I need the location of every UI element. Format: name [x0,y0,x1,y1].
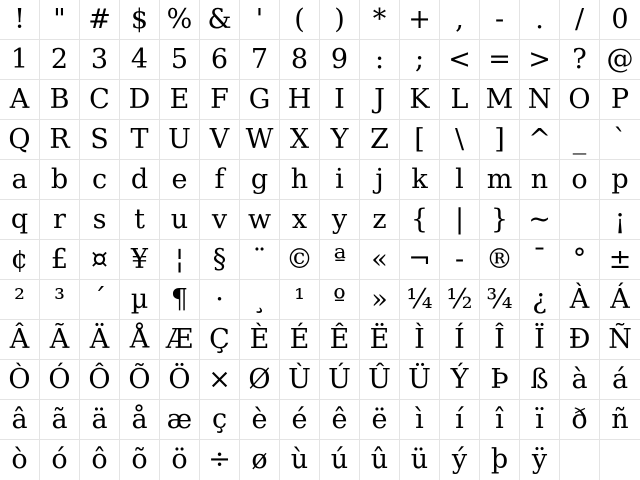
glyph-cell[interactable]: 3 [80,40,120,80]
glyph-cell[interactable]: l [440,160,480,200]
glyph-cell[interactable]: ® [480,240,520,280]
glyph-cell[interactable]: r [40,200,80,240]
glyph-cell[interactable]: ª [320,240,360,280]
glyph-cell[interactable]: : [360,40,400,80]
glyph-cell[interactable]: \ [440,120,480,160]
glyph-cell[interactable]: ù [280,440,320,480]
glyph-cell[interactable]: ¤ [80,240,120,280]
glyph-cell[interactable]: Í [440,320,480,360]
glyph-cell[interactable]: x [280,200,320,240]
glyph-cell[interactable]: E [160,80,200,120]
glyph-cell[interactable]: H [280,80,320,120]
glyph-cell[interactable]: @ [600,40,640,80]
glyph-cell[interactable]: Ò [0,360,40,400]
glyph-cell[interactable]: ì [400,400,440,440]
glyph-cell[interactable]: × [200,360,240,400]
glyph-cell[interactable]: à [560,360,600,400]
glyph-cell[interactable]: j [360,160,400,200]
glyph-cell[interactable]: & [200,0,240,40]
glyph-cell[interactable]: A [0,80,40,120]
glyph-cell[interactable]: Æ [160,320,200,360]
glyph-cell[interactable]: « [360,240,400,280]
glyph-cell[interactable]: · [200,280,240,320]
glyph-cell[interactable]: n [520,160,560,200]
glyph-cell[interactable]: ¯ [520,240,560,280]
glyph-cell[interactable]: î [480,400,520,440]
glyph-cell[interactable]: ß [520,360,560,400]
glyph-cell[interactable]: ¨ [240,240,280,280]
glyph-cell[interactable]: õ [120,440,160,480]
glyph-cell[interactable]: Å [120,320,160,360]
glyph-cell[interactable]: 7 [240,40,280,80]
glyph-cell[interactable]: Ú [320,360,360,400]
glyph-cell[interactable]: Ù [280,360,320,400]
glyph-cell[interactable]: { [400,200,440,240]
glyph-cell[interactable]: ¥ [120,240,160,280]
glyph-cell[interactable]: ¢ [0,240,40,280]
glyph-cell[interactable]: ¡ [600,200,640,240]
glyph-cell[interactable]: é [280,400,320,440]
glyph-cell[interactable]: V [200,120,240,160]
glyph-cell[interactable]: ð [560,400,600,440]
glyph-cell[interactable]: a [0,160,40,200]
glyph-cell[interactable]: Ê [320,320,360,360]
glyph-cell[interactable]: Z [360,120,400,160]
glyph-cell[interactable]: W [240,120,280,160]
glyph-cell[interactable]: 6 [200,40,240,80]
glyph-cell[interactable]: F [200,80,240,120]
glyph-cell[interactable]: ü [400,440,440,480]
glyph-cell[interactable]: Ã [40,320,80,360]
glyph-cell[interactable]: % [160,0,200,40]
glyph-cell[interactable]: ¹ [280,280,320,320]
glyph-cell[interactable]: ã [40,400,80,440]
glyph-cell[interactable]: Ø [240,360,280,400]
glyph-cell[interactable]: 9 [320,40,360,80]
glyph-cell[interactable]: ¶ [160,280,200,320]
glyph-cell[interactable]: â [0,400,40,440]
glyph-cell[interactable]: Ç [200,320,240,360]
glyph-cell[interactable]: 4 [120,40,160,80]
glyph-cell[interactable]: J [360,80,400,120]
glyph-cell[interactable]: ¬ [400,240,440,280]
glyph-cell[interactable]: R [40,120,80,160]
glyph-cell[interactable]: ^ [520,120,560,160]
glyph-cell[interactable]: Û [360,360,400,400]
glyph-cell[interactable]: ÷ [200,440,240,480]
glyph-cell[interactable]: » [360,280,400,320]
glyph-cell[interactable]: ! [0,0,40,40]
glyph-cell[interactable]: ³ [40,280,80,320]
glyph-cell[interactable]: h [280,160,320,200]
glyph-cell[interactable]: k [400,160,440,200]
glyph-cell[interactable]: - [480,0,520,40]
glyph-cell[interactable]: Ö [160,360,200,400]
glyph-cell[interactable]: À [560,280,600,320]
glyph-cell[interactable]: ç [200,400,240,440]
glyph-cell[interactable]: < [440,40,480,80]
glyph-cell[interactable]: = [480,40,520,80]
glyph-cell[interactable]: g [240,160,280,200]
glyph-cell[interactable]: ô [80,440,120,480]
glyph-cell[interactable]: + [400,0,440,40]
glyph-cell[interactable]: p [600,160,640,200]
glyph-cell[interactable]: 0 [600,0,640,40]
glyph-cell[interactable]: ¦ [160,240,200,280]
glyph-cell[interactable]: I [320,80,360,120]
glyph-cell[interactable]: s [80,200,120,240]
glyph-cell[interactable]: ` [600,120,640,160]
glyph-cell[interactable]: å [120,400,160,440]
glyph-cell[interactable]: Ô [80,360,120,400]
glyph-cell[interactable]: _ [560,120,600,160]
glyph-cell[interactable]: Y [320,120,360,160]
glyph-cell[interactable]: [ [400,120,440,160]
glyph-cell[interactable]: $ [120,0,160,40]
glyph-cell[interactable]: ë [360,400,400,440]
glyph-cell[interactable]: P [600,80,640,120]
glyph-cell[interactable]: ' [240,0,280,40]
glyph-cell[interactable]: Ë [360,320,400,360]
glyph-cell[interactable]: ´ [80,280,120,320]
glyph-cell[interactable]: Ä [80,320,120,360]
glyph-cell[interactable]: û [360,440,400,480]
glyph-cell[interactable]: ø [240,440,280,480]
glyph-cell[interactable]: f [200,160,240,200]
glyph-cell[interactable]: o [560,160,600,200]
glyph-cell[interactable]: í [440,400,480,440]
glyph-cell[interactable]: Þ [480,360,520,400]
glyph-cell[interactable]: µ [120,280,160,320]
glyph-cell[interactable]: Ì [400,320,440,360]
glyph-cell[interactable]: © [280,240,320,280]
glyph-cell[interactable]: ) [320,0,360,40]
glyph-cell[interactable]: b [40,160,80,200]
glyph-cell[interactable]: X [280,120,320,160]
glyph-cell[interactable]: 1 [0,40,40,80]
glyph-cell[interactable]: 5 [160,40,200,80]
glyph-cell[interactable]: U [160,120,200,160]
glyph-cell[interactable]: S [80,120,120,160]
glyph-cell[interactable]: t [120,200,160,240]
glyph-cell[interactable]: Q [0,120,40,160]
glyph-cell[interactable]: 8 [280,40,320,80]
glyph-cell[interactable]: ± [600,240,640,280]
glyph-cell[interactable]: c [80,160,120,200]
glyph-cell[interactable]: ñ [600,400,640,440]
glyph-cell[interactable]: Î [480,320,520,360]
glyph-cell[interactable]: L [440,80,480,120]
glyph-cell[interactable]: v [200,200,240,240]
glyph-cell[interactable]: § [200,240,240,280]
glyph-cell[interactable]: z [360,200,400,240]
glyph-cell[interactable]: ° [560,240,600,280]
glyph-cell[interactable]: y [320,200,360,240]
glyph-cell[interactable]: - [440,240,480,280]
glyph-cell[interactable]: u [160,200,200,240]
glyph-cell[interactable]: > [520,40,560,80]
glyph-cell[interactable]: B [40,80,80,120]
glyph-cell[interactable]: | [440,200,480,240]
glyph-cell[interactable]: æ [160,400,200,440]
glyph-cell[interactable]: ¸ [240,280,280,320]
glyph-cell[interactable]: Ð [560,320,600,360]
glyph-cell[interactable]: º [320,280,360,320]
glyph-cell[interactable]: ¾ [480,280,520,320]
glyph-cell[interactable]: w [240,200,280,240]
glyph-cell[interactable]: Ñ [600,320,640,360]
glyph-cell[interactable]: Á [600,280,640,320]
glyph-cell[interactable]: Â [0,320,40,360]
glyph-cell[interactable]: ï [520,400,560,440]
glyph-cell[interactable]: G [240,80,280,120]
glyph-cell[interactable]: ( [280,0,320,40]
glyph-cell[interactable]: ~ [520,200,560,240]
glyph-cell[interactable]: m [480,160,520,200]
glyph-cell[interactable]: £ [40,240,80,280]
glyph-cell[interactable]: È [240,320,280,360]
glyph-cell[interactable]: C [80,80,120,120]
glyph-cell[interactable]: e [160,160,200,200]
empty-glyph-cell [600,440,640,480]
glyph-cell[interactable]: ö [160,440,200,480]
glyph-cell[interactable]: ê [320,400,360,440]
glyph-cell[interactable]: Ü [400,360,440,400]
glyph-cell[interactable]: ò [0,440,40,480]
glyph-cell[interactable]: ý [440,440,480,480]
glyph-cell[interactable]: è [240,400,280,440]
glyph-cell[interactable]: ? [560,40,600,80]
glyph-cell[interactable]: ó [40,440,80,480]
glyph-cell[interactable]: d [120,160,160,200]
glyph-cell[interactable]: Ý [440,360,480,400]
glyph-cell[interactable]: ú [320,440,360,480]
glyph-cell[interactable]: Ó [40,360,80,400]
empty-glyph-cell [560,200,600,240]
empty-glyph-cell [560,440,600,480]
glyph-cell[interactable]: . [520,0,560,40]
glyph-cell[interactable]: ; [400,40,440,80]
glyph-cell[interactable]: 2 [40,40,80,80]
glyph-cell[interactable]: } [480,200,520,240]
glyph-cell[interactable]: ¿ [520,280,560,320]
glyph-cell[interactable]: q [0,200,40,240]
glyph-cell[interactable]: K [400,80,440,120]
glyph-cell[interactable]: O [560,80,600,120]
glyph-cell[interactable]: ¼ [400,280,440,320]
glyph-cell[interactable]: ÿ [520,440,560,480]
glyph-cell[interactable]: ½ [440,280,480,320]
glyph-cell[interactable]: T [120,120,160,160]
glyph-cell[interactable]: i [320,160,360,200]
glyph-cell[interactable]: Õ [120,360,160,400]
glyph-cell[interactable]: þ [480,440,520,480]
glyph-cell[interactable]: á [600,360,640,400]
glyph-cell[interactable]: , [440,0,480,40]
glyph-cell[interactable]: É [280,320,320,360]
glyph-cell[interactable]: ² [0,280,40,320]
glyph-cell[interactable]: # [80,0,120,40]
glyph-cell[interactable]: ä [80,400,120,440]
glyph-cell[interactable]: / [560,0,600,40]
glyph-cell[interactable]: " [40,0,80,40]
glyph-cell[interactable]: ] [480,120,520,160]
glyph-cell[interactable]: * [360,0,400,40]
glyph-cell[interactable]: N [520,80,560,120]
glyph-cell[interactable]: M [480,80,520,120]
glyph-cell[interactable]: Ï [520,320,560,360]
glyph-cell[interactable]: D [120,80,160,120]
